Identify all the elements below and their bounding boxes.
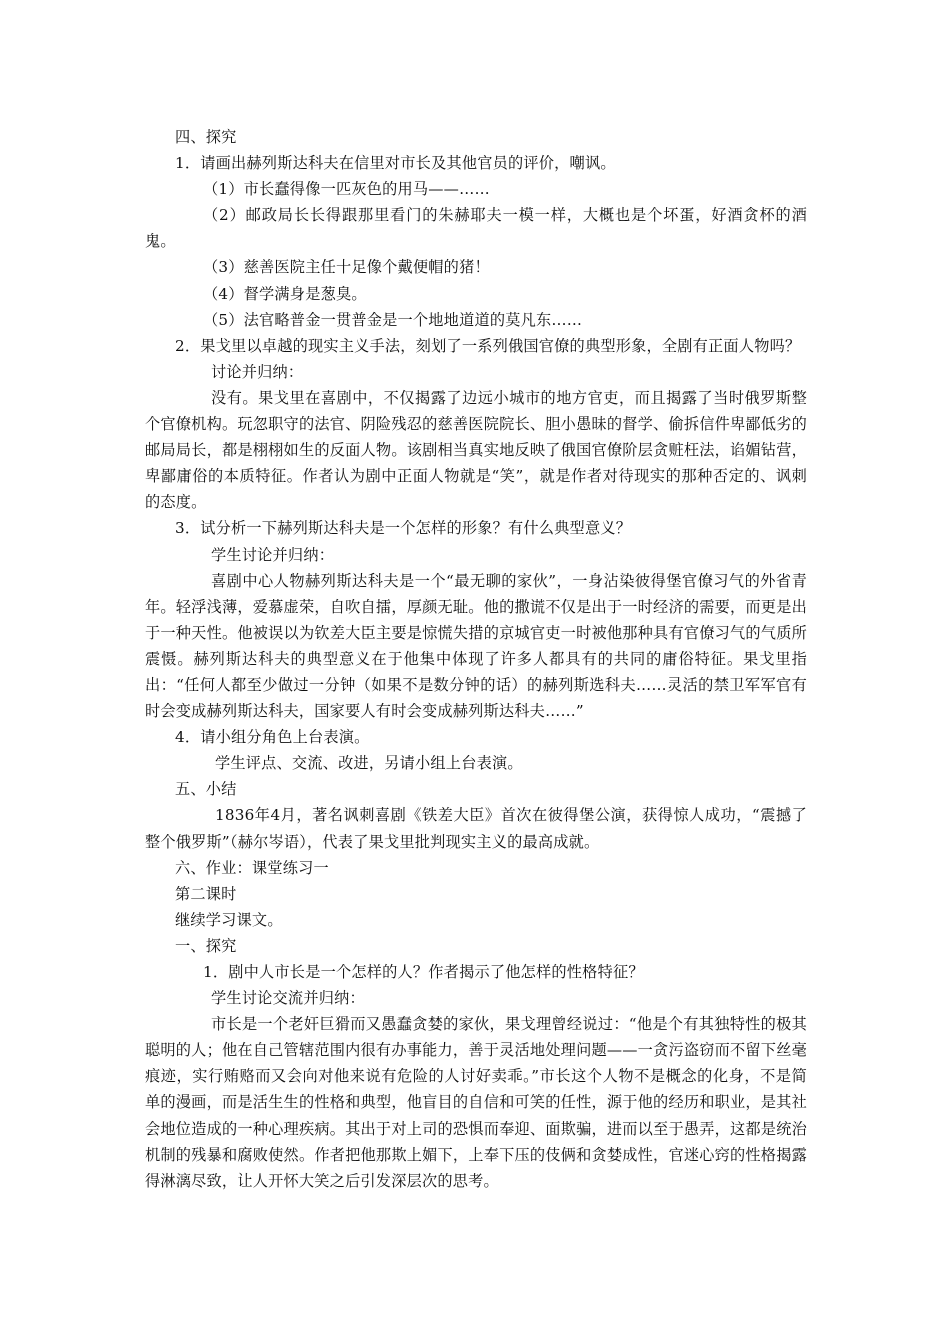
section-heading: 一、探究 xyxy=(175,936,237,955)
answer-paragraph: 市长是一个老奸巨猾而又愚蠢贪婪的家伙，果戈理曾经说过：“他是个有其独特性的极其聪明的人；他在自己管辖范围内很有办事能力，善于灵活地处理问题——一贪污盗窃而不留下丝毫痕迹，实行贿赂而又会向对他来说有危险的人讨好卖乖。”市长这个人物不是概念的化身，不是简单的漫画，而是活生生的性格和典型，他盲目的自信和可笑的任性，源于他的经历和职业，是其社会地位造成的一种心理疾病。其出于对上司的恐惧而奉迎、面欺骗，进而以至于愚弄，这都是统治机制的残暴和腐败使然。作者把他那欺上媚下，上奉下压的伎俩和贪婪成性，官迷心窍的性格揭露得淋漓尽致，让人开怀大笑之后引发深层次的思考。 xyxy=(145,1015,807,1190)
list-item: （3）慈善医院主任十足像个戴便帽的猪！ xyxy=(203,258,490,277)
answer-paragraph: 喜剧中心人物赫列斯达科夫是一个“最无聊的家伙”，一身沾染彼得堡官僚习气的外省青年。轻浮浅薄，爱慕虚荣，自吹自擂，厚颜无耻。他的撒谎不仅是出于一时经济的需要，而更是出于一种天性。他被误以为钦差大臣主要是惊慌失措的京城官吏一时被他那种具有官僚习气的气质所震慑。赫列斯达科夫的典型意义在于他集中体现了许多人都具有的共同的庸俗特征。果戈里指出：“任何人都至少做过一分钟（如果不是数分钟的话）的赫列斯选科夫……灵活的禁卫军军官有时会变成赫列斯达科夫，国家要人有时会变成赫列斯达科夫……” xyxy=(145,571,807,721)
body-line: 继续学习课文。 xyxy=(175,910,283,929)
section-heading: 四、探究 xyxy=(175,128,237,146)
list-item: （4）督学满身是葱臭。 xyxy=(203,284,367,303)
summary-paragraph: 1836年4月，著名讽刺喜剧《铁差大臣》首次在彼得堡公演，获得惊人成功，“震撼了整个俄罗斯”（赫尔岑语），代表了果戈里批判现实主义的最高成就。 xyxy=(145,806,807,851)
section-heading: 五、小结 xyxy=(175,780,237,799)
list-item: （2）邮政局长长得跟那里看门的朱赫耶夫一模一样，大概也是个坏蛋，好酒贪杯的酒鬼。 xyxy=(145,206,807,251)
answer-paragraph: 没有。果戈里在喜剧中，不仅揭露了边远小城市的地方官吏，而且揭露了当时俄罗斯整个官僚机构。玩忽职守的法官、阴险残忍的慈善医院院长、胆小愚昧的督学、偷拆信件卑鄙低劣的邮局局长，都是栩栩如生的反面人物。该剧相当真实地反映了俄国官僚阶层贪赃枉法，谄媚钻营，卑鄙庸俗的本质特征。作者认为剧中正面人物就是“笑”，就是作者对待现实的那种否定的、讽刺的态度。 xyxy=(145,388,807,512)
section-heading: 六、作业：课堂练习一 xyxy=(175,858,329,877)
list-item: （5）法官略普金一贯普金是一个地地道道的莫凡东…… xyxy=(203,310,583,329)
discussion-label: 学生讨论交流并归纳： xyxy=(211,989,365,1008)
discussion-label: 学生讨论并归纳： xyxy=(211,545,335,564)
activity-note: 学生评点、交流、改进，另请小组上台表演。 xyxy=(215,754,523,773)
document-body xyxy=(145,124,807,1194)
question-1: 1．剧中人市长是一个怎样的人？作者揭示了他怎样的性格特征？ xyxy=(203,963,644,981)
list-item: （1）市长蠢得像一匹灰色的用马——…… xyxy=(203,180,490,199)
question-2: 2．果戈里以卓越的现实主义手法，刻划了一系列俄国官僚的典型形象，全剧有正面人物吗？ xyxy=(175,336,801,355)
question-1: 1．请画出赫列斯达科夫在信里对市长及其他官员的评价，嘲讽。 xyxy=(175,154,616,173)
lesson-heading: 第二课时 xyxy=(175,884,237,903)
question-3: 3．试分析一下赫列斯达科夫是一个怎样的形象？有什么典型意义？ xyxy=(175,519,632,538)
question-4: 4．请小组分角色上台表演。 xyxy=(175,728,370,747)
discussion-label: 讨论并归纳： xyxy=(211,362,304,381)
